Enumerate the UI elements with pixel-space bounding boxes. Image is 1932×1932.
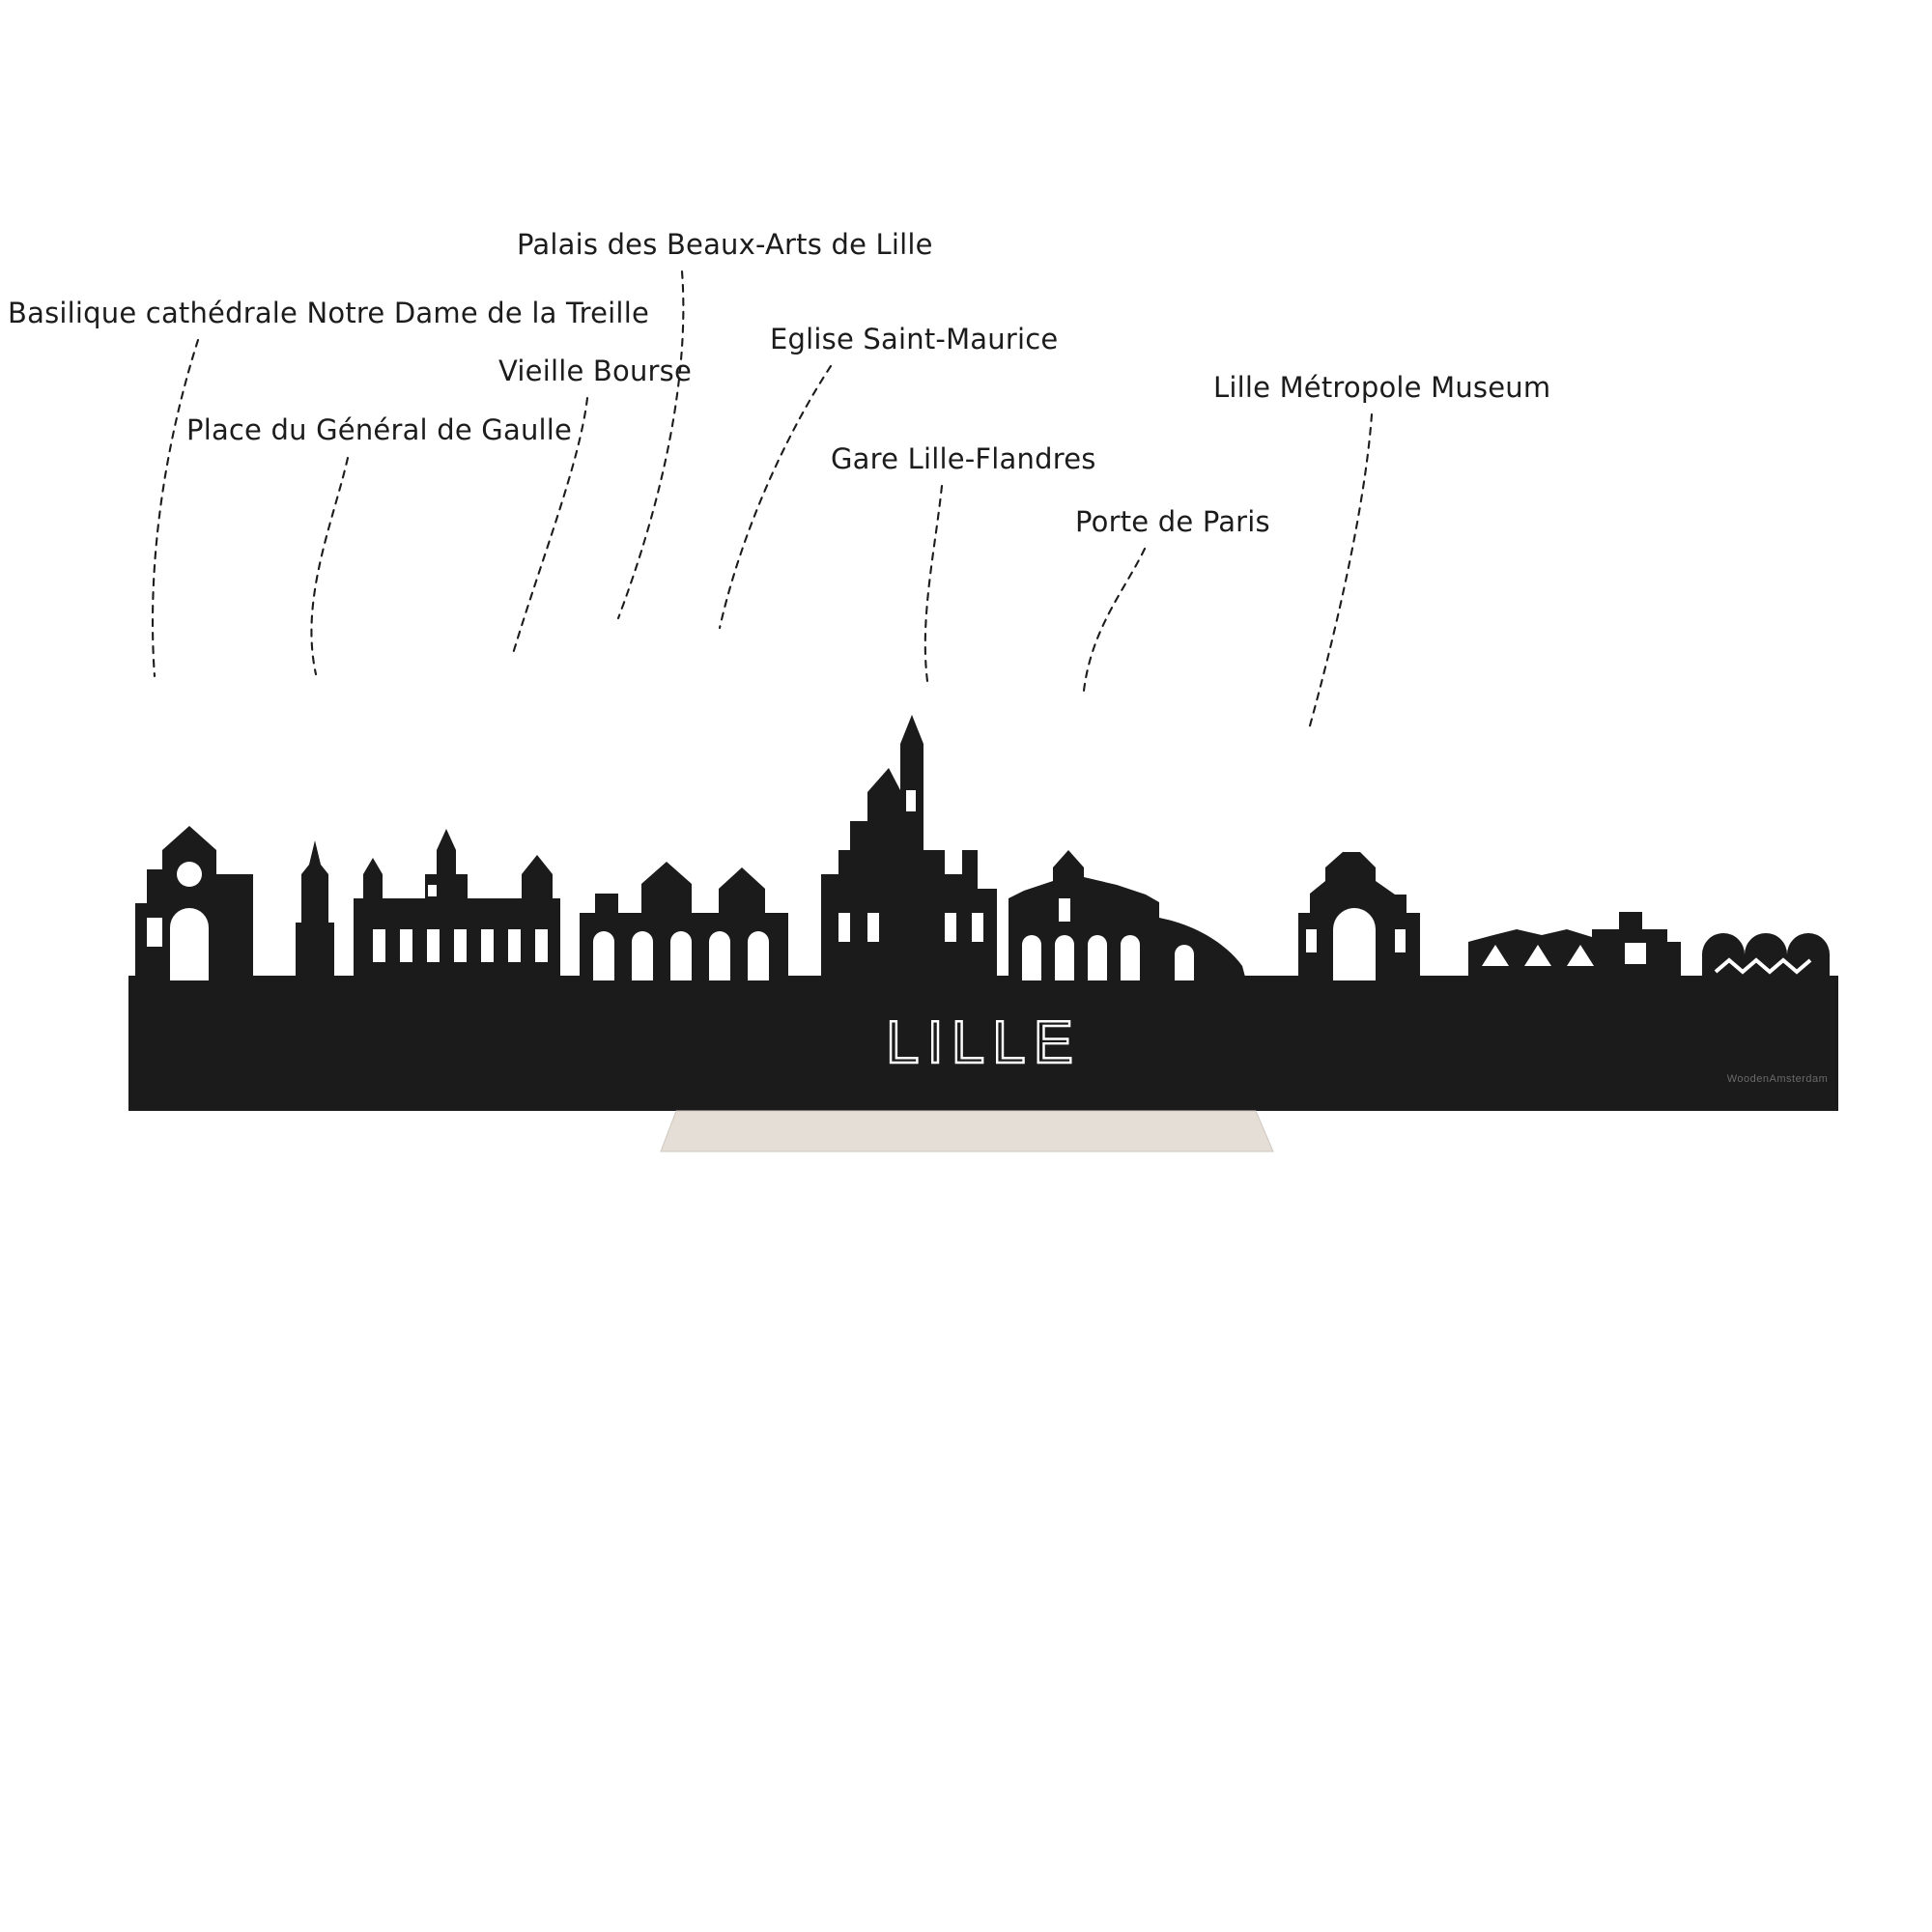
leader-line-porte-de-paris [1084, 549, 1145, 691]
annotation-labels-group [8, 228, 1550, 538]
display-stand-base [661, 1111, 1273, 1151]
cathedral-window-left [147, 918, 162, 947]
cathedral-portal-cutout [170, 908, 209, 980]
city-name-label: LILLE [885, 1009, 1082, 1076]
annotation-label-vieille-bourse: Vieille Bourse [498, 355, 693, 387]
skyline-silhouette [128, 715, 1838, 1151]
porte-de-paris-arch-cutout [1333, 908, 1376, 980]
leader-line-place-gaulle [311, 458, 348, 674]
annotation-label-basilique: Basilique cathédrale Notre Dame de la Treille [8, 297, 649, 329]
leader-line-basilique [153, 340, 198, 676]
annotation-label-place-gaulle: Place du Général de Gaulle [186, 413, 573, 446]
leader-line-lille-metropole-museum [1309, 414, 1372, 729]
brand-mark-label: WoodenAmsterdam [1726, 1073, 1829, 1085]
annotation-label-palais-beaux-arts: Palais des Beaux-Arts de Lille [517, 228, 933, 261]
annotation-label-gare-lille-flandres: Gare Lille-Flandres [831, 442, 1096, 475]
building-place-gaulle-column [296, 840, 334, 980]
leader-line-gare-lille-flandres [925, 486, 942, 681]
rose-window-cutout [177, 862, 202, 887]
building-low-sheds [1468, 912, 1681, 980]
annotation-label-eglise-saint-maurice: Eglise Saint-Maurice [770, 323, 1059, 355]
building-lille-metropole-museum [1702, 933, 1830, 980]
leader-lines-group [153, 271, 1372, 729]
annotation-label-porte-de-paris: Porte de Paris [1075, 505, 1270, 538]
annotation-label-lille-metropole-museum: Lille Métropole Museum [1213, 371, 1551, 404]
leader-line-eglise-saint-maurice [720, 366, 831, 628]
